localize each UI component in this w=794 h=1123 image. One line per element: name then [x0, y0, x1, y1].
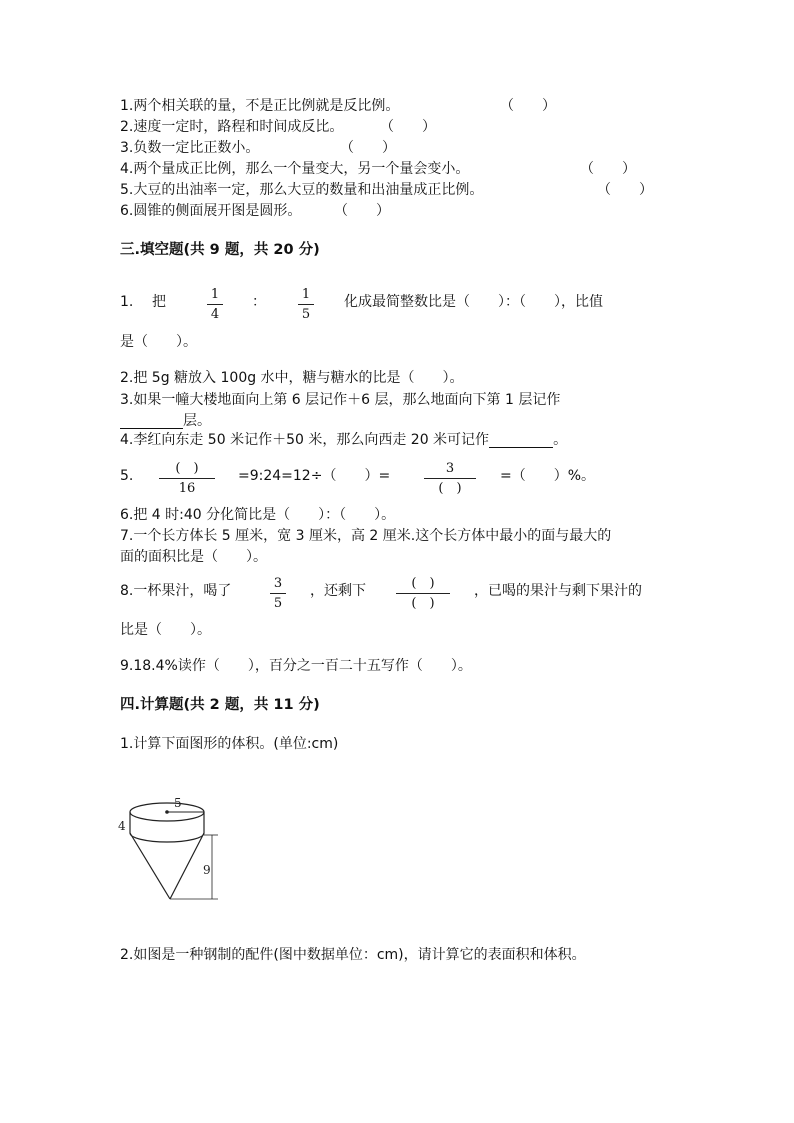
judge-item-1: 1.两个相关联的量，不是正比例就是反比例。 — [120, 98, 400, 114]
judge-item-5: 5.大豆的出油率一定，那么大豆的数量和出油量成正比例。 — [120, 182, 484, 198]
judge-item-2: 2.速度一定时，路程和时间成反比。 — [120, 119, 344, 135]
fill-q5-number: 5. — [120, 468, 134, 484]
cylinder-cone-figure — [115, 785, 225, 915]
cone-height-label: 9 — [203, 863, 211, 877]
judge-item-3: 3.负数一定比正数小。 — [120, 140, 260, 156]
cylinder-height-label: 4 — [118, 819, 126, 833]
judge-paren-5: （ ） — [597, 182, 653, 198]
fraction-three-fifths: 3 5 — [270, 577, 286, 610]
judge-paren-3: （ ） — [340, 140, 396, 156]
fill-heading: 三.填空题(共 9 题，共 20 分) — [120, 242, 320, 258]
fill-q7-line1: 7.一个长方体长 5 厘米，宽 3 厘米，高 2 厘米.这个长方体中最小的面与最大的 — [120, 528, 612, 544]
fill-q3-line2: 层。 — [120, 414, 211, 429]
fill-q7-line2: 面的面积比是（ ）。 — [120, 549, 267, 565]
fill-q8-middle: ，还剩下 — [310, 583, 366, 599]
fill-q1-text: 化成最简整数比是（ ）：（ ），比值 — [344, 294, 603, 310]
calc-q2: 2.如图是一种钢制的配件(图中数据单位：cm)，请计算它的表面积和体积。 — [120, 947, 586, 963]
judge-paren-4: （ ） — [580, 161, 636, 177]
fill-q4: 4.李红向东走 50 米记作＋50 米，那么向西走 20 米可记作 。 — [120, 432, 568, 448]
judge-item-4: 4.两个量成正比例，那么一个量变大，另一个量会变小。 — [120, 161, 470, 177]
calc-heading: 四.计算题(共 2 题，共 11 分) — [120, 697, 320, 713]
judge-paren-1: （ ） — [500, 98, 556, 114]
fill-q3-blank[interactable] — [120, 414, 183, 429]
judge-paren-6: （ ） — [334, 203, 390, 219]
fill-q4-blank[interactable] — [489, 433, 553, 448]
fill-q8-line2: 比是（ ）。 — [120, 622, 211, 638]
fraction-one-quarter: 1 4 — [207, 288, 223, 321]
fill-q1-number: 1. — [120, 294, 134, 310]
fill-q1-line2: 是（ ）。 — [120, 334, 197, 350]
fill-q2: 2.把 5g 糖放入 100g 水中，糖与糖水的比是（ ）。 — [120, 370, 464, 386]
fill-q8-prefix: 8.一杯果汁，喝了 — [120, 583, 232, 599]
fraction-one-fifth: 1 5 — [298, 288, 314, 321]
fill-q9: 9.18.4%读作（ ），百分之一百二十五写作（ ）。 — [120, 658, 472, 674]
fill-q1-colon: ： — [252, 294, 266, 310]
calc-q1: 1.计算下面图形的体积。(单位:cm) — [120, 736, 339, 752]
fill-q3-line1: 3.如果一幢大楼地面向上第 6 层记作＋6 层，那么地面向下第 1 层记作 — [120, 392, 561, 408]
fill-q8-fraction-blank: ( ) ( ) — [396, 577, 450, 610]
fill-q5-end: =（ ）%。 — [500, 468, 596, 484]
fill-q5-fraction-left: ( ) 16 — [159, 462, 215, 495]
fill-q8-postfix: ，已喝的果汁与剩下果汁的 — [474, 583, 642, 599]
fill-q1-ba: 把 — [152, 294, 166, 310]
judge-paren-2: （ ） — [380, 119, 436, 135]
judge-item-6: 6.圆锥的侧面展开图是圆形。 — [120, 203, 302, 219]
fill-q5-fraction-right: 3 ( ) — [424, 462, 476, 495]
fill-q6: 6.把 4 时:40 分化简比是（ ）：（ ）。 — [120, 507, 396, 523]
radius-label: 5 — [174, 796, 182, 810]
fill-q5-middle: =9:24=12÷（ ）= — [238, 468, 391, 484]
